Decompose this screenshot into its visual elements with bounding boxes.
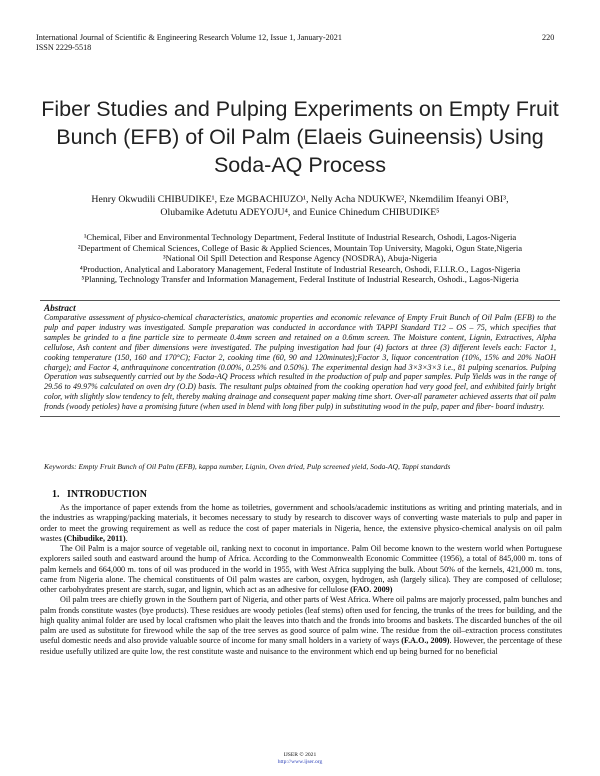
author-list [30, 194, 570, 219]
citation: (FAO. 2009) [350, 585, 393, 594]
journal-header [36, 33, 342, 53]
abstract-text: Comparative assessment of physico-chemical characteristics, anatomic properties and economic relevance of Empty Fruit Bunch of Oil Palm (EFB) to the pulp and paper industry was investigated. Sample preparation was conducted in accordance with TAPPI Standard T12 – OS – 75, which specifies that samples be grinded to a fine particle size to permeate 0.4mm screen and retained on a 0.6mm screen. The Moisture content, Lignin, Extractives, Alpha cellulose, Ash content and fiber dimensions were investigated. The pulping investigation had four (4) factors at three (3) different levels each: Factor 1, cooking temperature (150, 160 and 170°C); Factor 2, cooking time (60, 90 and 120minutes);Factor 3, liquor concentration (10%, 15% and 20% NaOH charge); and Factor 4, anthraquinone concentration (0.00%, 0.25% and 0.50%). The experimental design had 3×3×3×3 i.e., 81 pulping scenarios. Pulping Operation was subsequently carried out by the Soda-AQ Process which resulted in the production of pulp and paper samples. Pulp Yields was in the range of 29.56 to 49.97% calculated on oven dry (O.D) basis. The resultant pulps obtained from the cooking operation had very good feel, and exhibited fairly bright color, with slightly slow tendency to felt, thereby making drainage and consequent paper making time short. Over-all parameter achieved asserts that oil palm fronds (woody petioles) have a promising future (when used in blend with long fiber pulp) in substituting wood in the pulp, paper and fiber- board industry. [44, 313, 556, 412]
affiliation: ⁵Planning, Technology Transfer and Information Management, Federal Institute of Industrial Research, Oshodi., Lagos-Nigeria [81, 274, 519, 284]
paper-title: Fiber Studies and Pulping Experiments on Empty Fruit Bunch (EFB) of Oil Palm (Elaeis Guineensis) Using Soda-AQ Process [41, 97, 559, 177]
affiliation: ⁴Production, Analytical and Laboratory Management, Federal Institute of Industrial Research, Oshodi, F.I.I.R.O., Lagos-Nigeria [79, 263, 521, 274]
affiliation: ³National Oil Spill Detection and Response Agency (NOSDRA), Abuja-Nigeria [163, 253, 437, 263]
affiliation-list [30, 232, 570, 285]
abstract-heading: Abstract [44, 303, 76, 313]
page-number: 220 [542, 33, 555, 42]
citation: (F.A.O., 2009) [401, 636, 450, 646]
affiliation: ¹Chemical, Fiber and Environmental Technology Department, Federal Institute of Industrial Research, Oshodi, Lagos-Nigeria [83, 232, 517, 242]
issn: ISSN 2229-5518 [36, 43, 92, 52]
page-footer [0, 752, 600, 766]
citation: (Chibudike, 2011) [63, 533, 126, 543]
journal-name: International Journal of Scientific & Engineering Research Volume 12, Issue 1, January-2021 [36, 33, 342, 42]
copyright: IJSER © 2021 [283, 752, 317, 758]
author-line: Henry Okwudili CHIBUDIKE¹, Eze MGBACHIUZO¹, Nelly Acha NDUKWE², Nkemdilim Ifeanyi OBI³, [91, 194, 509, 205]
abstract-box [40, 300, 560, 417]
section-title: INTRODUCTION [67, 489, 148, 500]
affiliation: ²Department of Chemical Sciences, College of Basic & Applied Sciences, Mountain Top University, Magoki, Ogun State,Nigeria [77, 242, 523, 253]
paragraph: As the importance of paper extends from the home as toiletries, government and schools/academic institutions as writing and printing materials, and in the industries as wrapping/packing materials, it becomes necessary to study by research to discover ways of converting waste materials to pulp and paper in order to meet the growing requirement as well as reduce the cost of paper materials in Nigeria, hence, the extensive physico-chemical analysis on oil palm wastes (Chibudike, 2011). [40, 503, 562, 543]
section-heading [52, 489, 147, 500]
author-line: Olubamike Adetutu ADEYOJU⁴, and Eunice Chinedum CHIBUDIKE⁵ [160, 206, 440, 218]
journal-url[interactable]: http://www.ijser.org [277, 759, 323, 765]
paragraph: The Oil Palm is a major source of vegetable oil, ranking next to coconut in importance. Palm Oil become known to the western world when Portuguese explorers sailed south and eastward around the hump of Africa. According to the Commonwealth Economic Committee (1956), a total of 845,000 m. tons of palm kernels and 664,000 m. tons of oil was produced in the world in 1955, with West Africa supplying the bulk. About 50% of the kernels, 421,000 m. tons, came from Nigeria alone. The chemical constituents of Oil palm wastes are carbon, oxygen, hydrogen, ash (largely silica). They are composed of cellulose; other carbohydrates present are starch, sugar, and lignin, which act as an adhesive for cellulose (FAO. 2009) [40, 544, 562, 594]
paragraph: Oil palm trees are chiefly grown in the Southern part of Nigeria, and other parts of West Africa. Where oil palms are majorly processed, palm bunches and palm fronds constitute wastes (bye products). These residues are woody petioles (leaf stems) often used for fencing, the trunks of the trees for building, and the high quality animal folder are used by local craftsmen who plait the leaves into thatch and the fronds into brooms and baskets. The discarded bunches of the oil palm are used as substitute for firewood while the sap of the tree serves as good source of palm wine. The residue from the oil–extraction process constitutes useful domestic needs and also provide valuable source of income for many small holders in a variety of ways (F.A.O., 2009). However, the percentage of these residue usefully utilized are quite low, the rest constitute waste and nuisance to the environment which end up being burned for no beneficial [40, 595, 562, 656]
keywords: Keywords: Empty Fruit Bunch of Oil Palm (EFB), kappa number, Lignin, Oven dried, Pulp screened yield, Soda-AQ, Tappi standards [44, 462, 451, 471]
body-text [40, 503, 562, 657]
section-number: 1. [52, 489, 60, 500]
